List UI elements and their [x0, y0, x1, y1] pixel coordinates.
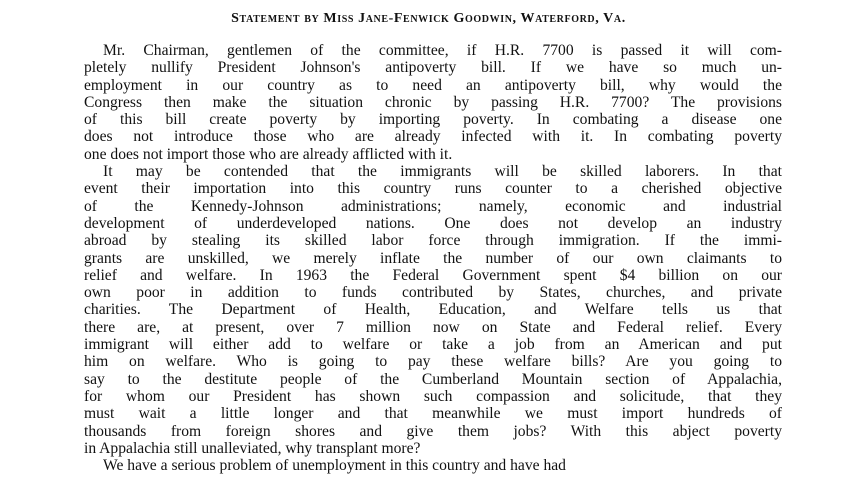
text-line: must wait a little longer and that meanwhile we must import hundreds of: [84, 405, 782, 423]
text-line: grants are unskilled, we merely inflate the number of our own claimants to: [84, 249, 782, 267]
text-line: does not introduce those who are already infected with it. In combating poverty: [84, 128, 782, 146]
text-line: thousands from foreign shores and give them jobs? With this abject poverty: [84, 422, 782, 440]
text-line: say to the destitute people of the Cumberland Mountain section of Appalachia,: [84, 370, 782, 388]
text-line: Mr. Chairman, gentlemen of the committee, if H.R. 7700 is passed it will com-: [103, 42, 782, 59]
text-line: for whom our President has shown such compassion and solicitude, that they: [84, 387, 782, 405]
text-line: of this bill create poverty by importing poverty. In combating a disease one: [84, 111, 782, 129]
text-line: It may be contended that the immigrants will be skilled laborers. In that: [103, 163, 782, 181]
text-line: one does not import those who are already afflicted with it.: [84, 145, 453, 163]
text-line: him on welfare. Who is going to pay these welfare bills? Are you going to: [84, 353, 782, 371]
paragraph-2: [84, 163, 782, 457]
text-line: abroad by stealing its skilled labor force through immigration. If the immi-: [84, 232, 782, 250]
text-line: event their importation into this country runs counter to a cherished objective: [84, 180, 782, 198]
text-line: there are, at present, over 7 million now on State and Federal relief. Every: [84, 318, 782, 336]
text-line: of the Kennedy-Johnson administrations; namely, economic and industrial: [84, 197, 782, 215]
text-line: development of underdeveloped nations. One does not develop an industry: [84, 214, 782, 232]
text-line: immigrant will either add to welfare or take a job from an American and put: [84, 336, 782, 354]
text-line: employment in our country as to need an antipoverty bill, why would the: [84, 76, 782, 94]
text-line: pletely nullify President Johnson's antipoverty bill. If we have so much un-: [84, 59, 782, 77]
statement-heading: Statement by Miss Jane-Fenwick Goodwin, Waterford, Va.: [231, 11, 626, 26]
statement-body: [84, 42, 782, 474]
text-line: Congress then make the situation chronic by passing H.R. 7700? The provisions: [84, 93, 782, 111]
text-line: own poor in addition to funds contributed by States, churches, and private: [84, 284, 782, 302]
paragraph-3: [84, 457, 782, 474]
text-line: We have a serious problem of unemployment in this country and have had: [103, 457, 566, 475]
text-line: in Appalachia still unalleviated, why transplant more?: [84, 439, 421, 457]
paragraph-1: [84, 42, 782, 163]
text-line: charities. The Department of Health, Education, and Welfare tells us that: [84, 301, 782, 319]
text-line: relief and welfare. In 1963 the Federal Government spent $4 billion on our: [84, 266, 782, 284]
